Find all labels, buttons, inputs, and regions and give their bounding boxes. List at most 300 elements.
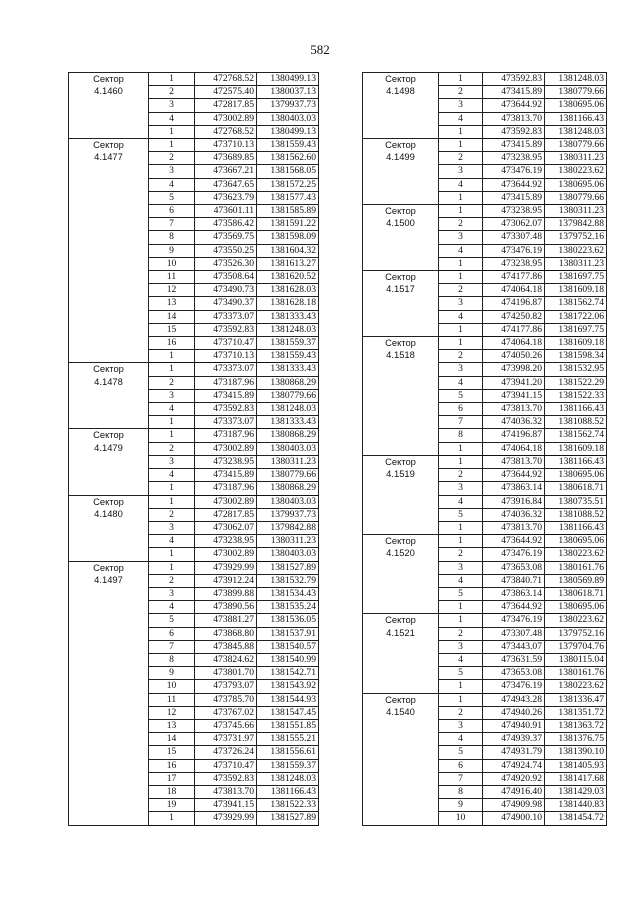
y-coordinate: 1379937.73 <box>257 99 319 112</box>
x-coordinate: 473238.95 <box>483 257 545 270</box>
coordinate-row <box>363 614 607 627</box>
x-coordinate: 473415.89 <box>483 191 545 204</box>
x-coordinate: 473863.14 <box>483 587 545 600</box>
point-number: 7 <box>439 772 483 785</box>
y-coordinate: 1381166.43 <box>545 521 607 534</box>
x-coordinate: 474196.87 <box>483 429 545 442</box>
x-coordinate: 473785.70 <box>195 693 257 706</box>
point-number: 1 <box>149 139 195 152</box>
point-number: 1 <box>439 601 483 614</box>
x-coordinate: 474916.40 <box>483 785 545 798</box>
y-coordinate: 1380311.23 <box>257 535 319 548</box>
y-coordinate: 1380161.76 <box>545 667 607 680</box>
y-coordinate: 1380223.62 <box>545 548 607 561</box>
x-coordinate: 473881.27 <box>195 614 257 627</box>
point-number: 8 <box>439 785 483 798</box>
x-coordinate: 473726.24 <box>195 746 257 759</box>
y-coordinate: 1381620.52 <box>257 271 319 284</box>
x-coordinate: 473238.95 <box>483 205 545 218</box>
x-coordinate: 473623.79 <box>195 191 257 204</box>
x-coordinate: 472768.52 <box>195 73 257 86</box>
sector-number: 4.1517 <box>386 283 415 295</box>
point-number: 13 <box>149 719 195 732</box>
y-coordinate: 1381722.06 <box>545 310 607 323</box>
x-coordinate: 473569.75 <box>195 231 257 244</box>
point-number: 10 <box>149 680 195 693</box>
point-number: 5 <box>439 389 483 402</box>
y-coordinate: 1381609.18 <box>545 442 607 455</box>
y-coordinate: 1381598.09 <box>257 231 319 244</box>
x-coordinate: 474939.37 <box>483 733 545 746</box>
x-coordinate: 474900.10 <box>483 812 545 825</box>
y-coordinate: 1381559.37 <box>257 759 319 772</box>
point-number: 12 <box>149 284 195 297</box>
x-coordinate: 473731.97 <box>195 733 257 746</box>
point-number: 7 <box>439 416 483 429</box>
sector-number: 4.1521 <box>386 626 415 638</box>
x-coordinate: 473710.13 <box>195 139 257 152</box>
x-coordinate: 473062.07 <box>195 521 257 534</box>
x-coordinate: 474924.74 <box>483 759 545 772</box>
point-number: 4 <box>149 601 195 614</box>
point-number: 2 <box>439 469 483 482</box>
sector-label <box>363 337 439 456</box>
y-coordinate: 1380695.06 <box>545 535 607 548</box>
sector-label <box>363 271 439 337</box>
point-number: 4 <box>149 469 195 482</box>
point-number: 1 <box>149 561 195 574</box>
point-number: 1 <box>439 125 483 138</box>
y-coordinate: 1381429.03 <box>545 785 607 798</box>
sector-label <box>363 455 439 534</box>
point-number: 14 <box>149 310 195 323</box>
y-coordinate: 1381609.18 <box>545 337 607 350</box>
point-number: 1 <box>439 442 483 455</box>
point-number: 1 <box>149 548 195 561</box>
y-coordinate: 1380868.29 <box>257 376 319 389</box>
y-coordinate: 1381556.61 <box>257 746 319 759</box>
point-number: 1 <box>439 535 483 548</box>
sector-word: Сектор <box>385 73 416 84</box>
y-coordinate: 1381536.05 <box>257 614 319 627</box>
point-number: 2 <box>149 442 195 455</box>
y-coordinate: 1381527.89 <box>257 561 319 574</box>
point-number: 2 <box>439 152 483 165</box>
point-number: 19 <box>149 799 195 812</box>
x-coordinate: 472817.85 <box>195 508 257 521</box>
point-number: 4 <box>439 574 483 587</box>
coordinate-row <box>363 337 607 350</box>
sector-label <box>69 363 149 429</box>
y-coordinate: 1381540.57 <box>257 640 319 653</box>
y-coordinate: 1381248.03 <box>545 125 607 138</box>
point-number: 2 <box>439 706 483 719</box>
point-number: 1 <box>439 614 483 627</box>
x-coordinate: 473647.65 <box>195 178 257 191</box>
point-number: 3 <box>149 521 195 534</box>
point-number: 2 <box>149 574 195 587</box>
sector-label <box>363 614 439 693</box>
x-coordinate: 474064.18 <box>483 337 545 350</box>
point-number: 6 <box>439 759 483 772</box>
x-coordinate: 474036.32 <box>483 416 545 429</box>
x-coordinate: 473592.83 <box>195 323 257 336</box>
point-number: 8 <box>439 429 483 442</box>
point-number: 1 <box>149 482 195 495</box>
x-coordinate: 473476.19 <box>483 244 545 257</box>
x-coordinate: 473890.56 <box>195 601 257 614</box>
sector-word: Сектор <box>385 535 416 547</box>
x-coordinate: 473002.89 <box>195 442 257 455</box>
y-coordinate: 1381542.71 <box>257 667 319 680</box>
y-coordinate: 1381540.99 <box>257 653 319 666</box>
x-coordinate: 474064.18 <box>483 442 545 455</box>
y-coordinate: 1380695.06 <box>545 601 607 614</box>
sector-number: 4.1477 <box>94 151 123 163</box>
point-number: 1 <box>439 680 483 693</box>
point-number: 4 <box>439 244 483 257</box>
coordinate-row <box>363 205 607 218</box>
sector-label <box>363 693 439 825</box>
point-number: 3 <box>149 587 195 600</box>
x-coordinate: 473801.70 <box>195 667 257 680</box>
y-coordinate: 1380779.66 <box>545 139 607 152</box>
x-coordinate: 473941.15 <box>483 389 545 402</box>
x-coordinate: 473373.07 <box>195 310 257 323</box>
y-coordinate: 1381333.43 <box>257 416 319 429</box>
coordinate-row <box>69 363 319 376</box>
y-coordinate: 1381537.91 <box>257 627 319 640</box>
point-number: 9 <box>149 667 195 680</box>
y-coordinate: 1381522.29 <box>545 376 607 389</box>
x-coordinate: 473840.71 <box>483 574 545 587</box>
y-coordinate: 1380735.51 <box>545 495 607 508</box>
y-coordinate: 1379937.73 <box>257 508 319 521</box>
y-coordinate: 1381532.79 <box>257 574 319 587</box>
y-coordinate: 1381562.74 <box>545 429 607 442</box>
x-coordinate: 474196.87 <box>483 297 545 310</box>
x-coordinate: 473813.70 <box>483 521 545 534</box>
sector-word: Сектор <box>93 73 124 84</box>
point-number: 15 <box>149 323 195 336</box>
point-number: 2 <box>439 350 483 363</box>
point-number: 15 <box>149 746 195 759</box>
point-number: 2 <box>439 284 483 297</box>
x-coordinate: 473373.07 <box>195 363 257 376</box>
point-number: 2 <box>149 376 195 389</box>
y-coordinate: 1380311.23 <box>257 455 319 468</box>
x-coordinate: 473476.19 <box>483 680 545 693</box>
sector-word: Сектор <box>93 139 124 151</box>
y-coordinate: 1381454.72 <box>545 812 607 825</box>
sector-number: 4.1479 <box>94 441 123 453</box>
y-coordinate: 1381166.43 <box>545 455 607 468</box>
coordinate-row <box>363 139 607 152</box>
y-coordinate: 1381522.33 <box>545 389 607 402</box>
x-coordinate: 473238.95 <box>483 152 545 165</box>
coordinate-row <box>363 271 607 284</box>
x-coordinate: 473845.88 <box>195 640 257 653</box>
y-coordinate: 1381559.37 <box>257 337 319 350</box>
x-coordinate: 473592.83 <box>195 772 257 785</box>
y-coordinate: 1380499.13 <box>257 125 319 138</box>
y-coordinate: 1381697.75 <box>545 323 607 336</box>
point-number: 5 <box>439 587 483 600</box>
y-coordinate: 1381532.95 <box>545 363 607 376</box>
point-number: 2 <box>149 86 195 99</box>
point-number: 1 <box>149 350 195 363</box>
point-number: 2 <box>439 86 483 99</box>
point-number: 3 <box>439 231 483 244</box>
sector-label <box>69 139 149 363</box>
coordinate-row <box>69 139 319 152</box>
point-number: 17 <box>149 772 195 785</box>
point-number: 2 <box>149 508 195 521</box>
sector-word: Сектор <box>93 495 124 507</box>
x-coordinate: 474250.82 <box>483 310 545 323</box>
y-coordinate: 1380618.71 <box>545 587 607 600</box>
x-coordinate: 473667.21 <box>195 165 257 178</box>
y-coordinate: 1381390.10 <box>545 746 607 759</box>
y-coordinate: 1380868.29 <box>257 482 319 495</box>
x-coordinate: 473307.48 <box>483 231 545 244</box>
point-number: 3 <box>439 99 483 112</box>
coordinate-row <box>363 73 607 86</box>
point-number: 3 <box>149 165 195 178</box>
point-number: 3 <box>439 719 483 732</box>
point-number: 6 <box>439 403 483 416</box>
point-number: 3 <box>439 561 483 574</box>
y-coordinate: 1381562.74 <box>545 297 607 310</box>
y-coordinate: 1381527.89 <box>257 812 319 825</box>
y-coordinate: 1380223.62 <box>545 244 607 257</box>
x-coordinate: 473490.37 <box>195 297 257 310</box>
x-coordinate: 473238.95 <box>195 535 257 548</box>
x-coordinate: 473998.20 <box>483 363 545 376</box>
point-number: 1 <box>149 812 195 825</box>
sector-word: Сектор <box>385 614 416 626</box>
y-coordinate: 1381585.89 <box>257 205 319 218</box>
point-number: 1 <box>439 257 483 270</box>
point-number: 2 <box>149 152 195 165</box>
sector-label <box>69 561 149 825</box>
x-coordinate: 473899.88 <box>195 587 257 600</box>
x-coordinate: 473653.08 <box>483 561 545 574</box>
y-coordinate: 1381376.75 <box>545 733 607 746</box>
point-number: 1 <box>149 363 195 376</box>
point-number: 16 <box>149 337 195 350</box>
sector-number: 4.1499 <box>386 151 415 163</box>
x-coordinate: 474931.79 <box>483 746 545 759</box>
x-coordinate: 473689.85 <box>195 152 257 165</box>
sector-label <box>69 73 149 139</box>
y-coordinate: 1381628.03 <box>257 284 319 297</box>
point-number: 3 <box>149 389 195 402</box>
page-number: 582 <box>310 42 330 57</box>
y-coordinate: 1381613.27 <box>257 257 319 270</box>
point-number: 1 <box>439 73 483 86</box>
point-number: 4 <box>149 178 195 191</box>
y-coordinate: 1381248.03 <box>257 323 319 336</box>
sector-label <box>363 535 439 614</box>
point-number: 1 <box>439 337 483 350</box>
y-coordinate: 1381088.52 <box>545 508 607 521</box>
point-number: 4 <box>439 376 483 389</box>
y-coordinate: 1380779.66 <box>545 86 607 99</box>
sector-word: Сектор <box>385 139 416 151</box>
point-number: 1 <box>439 521 483 534</box>
y-coordinate: 1381248.03 <box>545 73 607 86</box>
point-number: 6 <box>149 205 195 218</box>
y-coordinate: 1380115.04 <box>545 653 607 666</box>
x-coordinate: 473916.84 <box>483 495 545 508</box>
coordinate-row <box>69 495 319 508</box>
point-number: 1 <box>149 125 195 138</box>
x-coordinate: 474940.26 <box>483 706 545 719</box>
point-number: 5 <box>149 191 195 204</box>
y-coordinate: 1380868.29 <box>257 429 319 442</box>
x-coordinate: 473476.19 <box>483 614 545 627</box>
y-coordinate: 1381351.72 <box>545 706 607 719</box>
x-coordinate: 473592.83 <box>483 73 545 86</box>
x-coordinate: 473415.89 <box>195 469 257 482</box>
y-coordinate: 1380695.06 <box>545 178 607 191</box>
y-coordinate: 1381333.43 <box>257 310 319 323</box>
point-number: 5 <box>439 667 483 680</box>
y-coordinate: 1381604.32 <box>257 244 319 257</box>
y-coordinate: 1380311.23 <box>545 257 607 270</box>
y-coordinate: 1381628.18 <box>257 297 319 310</box>
point-number: 10 <box>149 257 195 270</box>
y-coordinate: 1381591.22 <box>257 218 319 231</box>
point-number: 4 <box>439 310 483 323</box>
point-number: 11 <box>149 693 195 706</box>
x-coordinate: 472817.85 <box>195 99 257 112</box>
x-coordinate: 473941.15 <box>195 799 257 812</box>
sector-number: 4.1519 <box>386 468 415 480</box>
y-coordinate: 1380403.03 <box>257 548 319 561</box>
x-coordinate: 473912.24 <box>195 574 257 587</box>
point-number: 1 <box>439 205 483 218</box>
y-coordinate: 1380779.66 <box>257 469 319 482</box>
x-coordinate: 473415.89 <box>195 389 257 402</box>
y-coordinate: 1379704.76 <box>545 640 607 653</box>
y-coordinate: 1381551.85 <box>257 719 319 732</box>
y-coordinate: 1380311.23 <box>545 205 607 218</box>
point-number: 1 <box>439 271 483 284</box>
sector-word: Сектор <box>385 271 416 283</box>
x-coordinate: 474920.92 <box>483 772 545 785</box>
x-coordinate: 472575.40 <box>195 86 257 99</box>
point-number: 3 <box>439 165 483 178</box>
sector-word: Сектор <box>93 429 124 441</box>
coordinates-table-left <box>68 72 319 826</box>
sector-word: Сектор <box>385 693 416 705</box>
x-coordinate: 473813.70 <box>195 785 257 798</box>
point-number: 8 <box>149 653 195 666</box>
point-number: 1 <box>149 495 195 508</box>
x-coordinate: 473550.25 <box>195 244 257 257</box>
y-coordinate: 1381544.93 <box>257 693 319 706</box>
point-number: 3 <box>439 363 483 376</box>
y-coordinate: 1381534.43 <box>257 587 319 600</box>
point-number: 4 <box>149 535 195 548</box>
y-coordinate: 1381336.47 <box>545 693 607 706</box>
x-coordinate: 473644.92 <box>483 601 545 614</box>
x-coordinate: 473238.95 <box>195 455 257 468</box>
sector-number: 4.1478 <box>94 375 123 387</box>
y-coordinate: 1380403.03 <box>257 442 319 455</box>
x-coordinate: 473813.70 <box>483 455 545 468</box>
coordinate-row <box>363 455 607 468</box>
x-coordinate: 473631.59 <box>483 653 545 666</box>
y-coordinate: 1380223.62 <box>545 165 607 178</box>
point-number: 8 <box>149 231 195 244</box>
point-number: 1 <box>439 455 483 468</box>
x-coordinate: 473824.62 <box>195 653 257 666</box>
x-coordinate: 473653.08 <box>483 667 545 680</box>
y-coordinate: 1381333.43 <box>257 363 319 376</box>
x-coordinate: 473941.20 <box>483 376 545 389</box>
point-number: 4 <box>439 495 483 508</box>
sector-label <box>363 73 439 139</box>
x-coordinate: 473793.07 <box>195 680 257 693</box>
point-number: 5 <box>439 746 483 759</box>
y-coordinate: 1380569.89 <box>545 574 607 587</box>
point-number: 1 <box>439 693 483 706</box>
coordinates-table-right <box>362 72 607 826</box>
x-coordinate: 473813.70 <box>483 403 545 416</box>
point-number: 2 <box>439 627 483 640</box>
x-coordinate: 473443.07 <box>483 640 545 653</box>
point-number: 14 <box>149 733 195 746</box>
sector-word: Сектор <box>385 455 416 467</box>
sector-word: Сектор <box>93 363 124 375</box>
sector-number: 4.1520 <box>386 547 415 559</box>
y-coordinate: 1381572.25 <box>257 178 319 191</box>
x-coordinate: 473601.11 <box>195 205 257 218</box>
y-coordinate: 1380223.62 <box>545 614 607 627</box>
y-coordinate: 1381440.83 <box>545 799 607 812</box>
y-coordinate: 1380161.76 <box>545 561 607 574</box>
point-number: 7 <box>149 218 195 231</box>
x-coordinate: 473307.48 <box>483 627 545 640</box>
x-coordinate: 474064.18 <box>483 284 545 297</box>
x-coordinate: 474943.28 <box>483 693 545 706</box>
point-number: 5 <box>149 614 195 627</box>
y-coordinate: 1381609.18 <box>545 284 607 297</box>
point-number: 3 <box>439 640 483 653</box>
y-coordinate: 1381522.33 <box>257 799 319 812</box>
x-coordinate: 473644.92 <box>483 469 545 482</box>
y-coordinate: 1381248.03 <box>257 772 319 785</box>
x-coordinate: 473187.96 <box>195 482 257 495</box>
point-number: 3 <box>439 482 483 495</box>
y-coordinate: 1379842.88 <box>257 521 319 534</box>
y-coordinate: 1380779.66 <box>257 389 319 402</box>
x-coordinate: 473710.47 <box>195 759 257 772</box>
x-coordinate: 474050.26 <box>483 350 545 363</box>
y-coordinate: 1380695.06 <box>545 469 607 482</box>
point-number: 6 <box>149 627 195 640</box>
point-number: 4 <box>439 178 483 191</box>
x-coordinate: 473710.13 <box>195 350 257 363</box>
x-coordinate: 473710.47 <box>195 337 257 350</box>
sector-word: Сектор <box>385 205 416 217</box>
point-number: 1 <box>149 73 195 86</box>
x-coordinate: 473062.07 <box>483 218 545 231</box>
x-coordinate: 473415.89 <box>483 86 545 99</box>
